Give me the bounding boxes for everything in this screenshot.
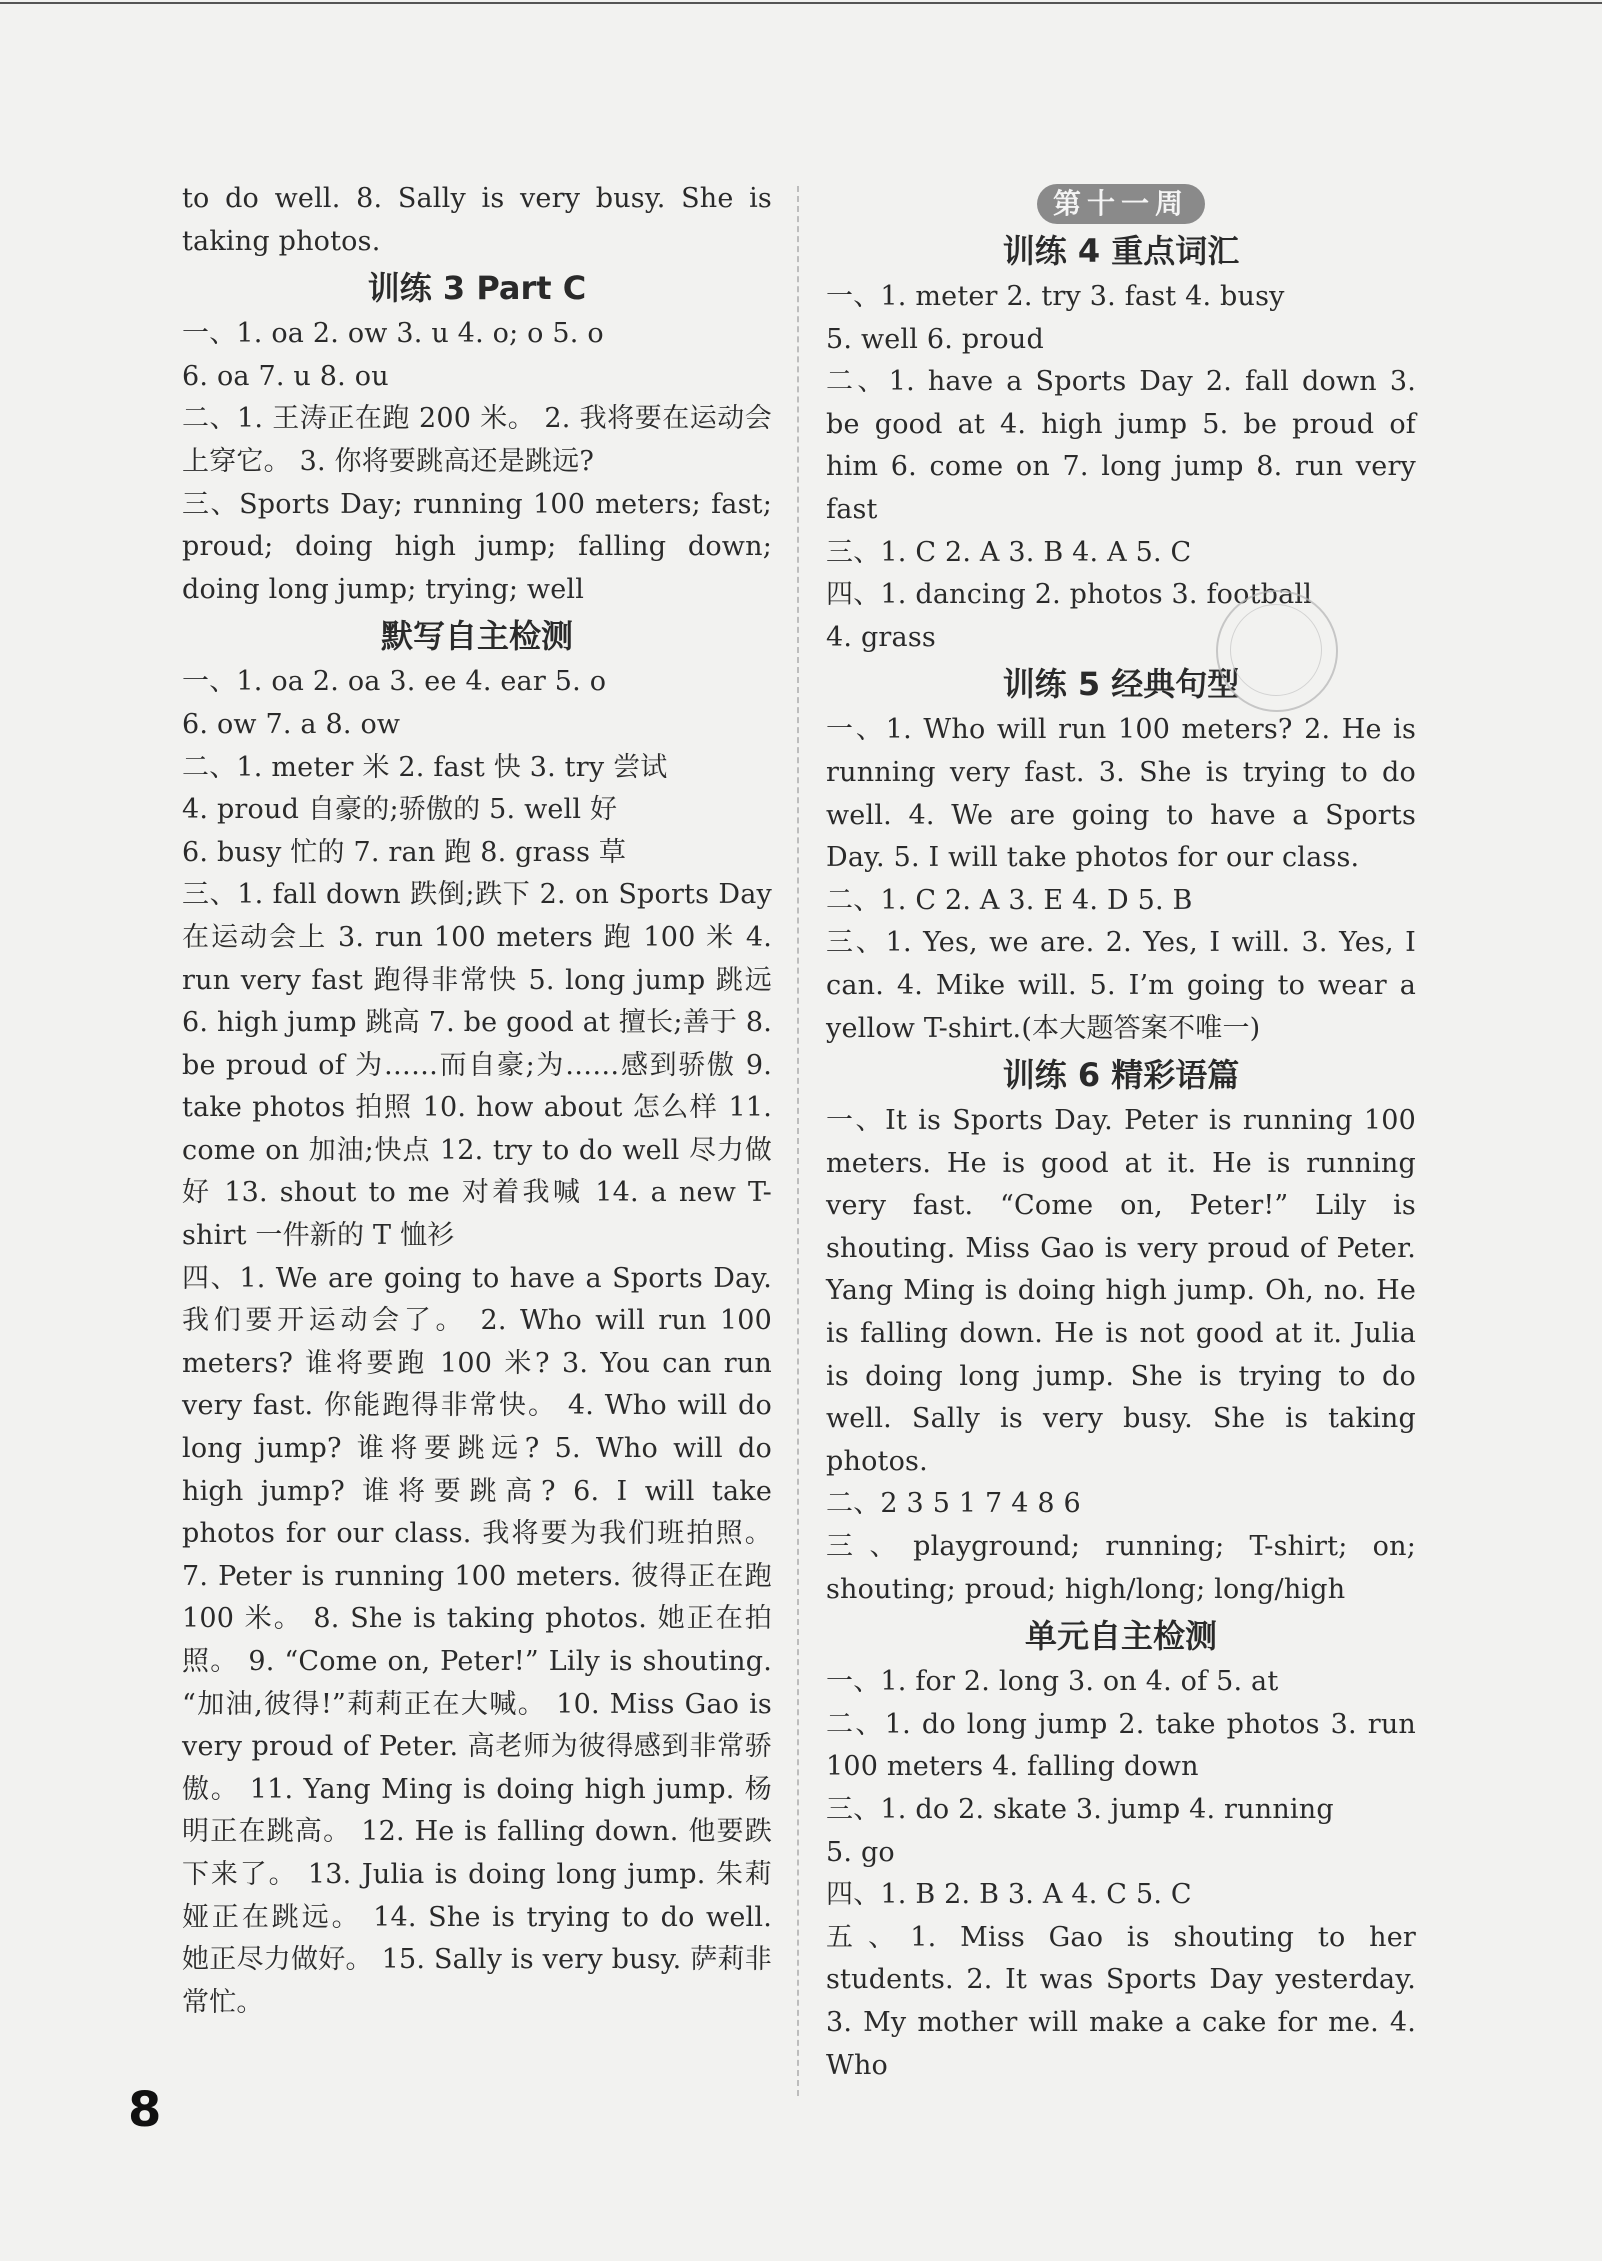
section-heading: 训练 5 经典句型 — [1002, 665, 1240, 704]
answer-paragraph: 6. ow 7. a 8. ow — [182, 708, 401, 740]
answer-paragraph: 一、It is Sports Day. Peter is running 100 meters. He is good at it. He is running very fast. “Come on, Peter!” Lily is shouting. Miss Gao is very proud of Peter. Yang Ming is doing high jump. Oh, no. He is falling down. He is not good at it. Julia is doing long jump. She is trying to do well. Sally is very busy. She is taking photos. — [826, 1105, 1416, 1477]
answer-paragraph: 四、1. B 2. B 3. A 4. C 5. C — [826, 1879, 1192, 1911]
answer-paragraph: 4. proud 自豪的;骄傲的 5. well 好 — [182, 794, 618, 826]
top-rule — [0, 2, 1602, 4]
answer-paragraph: to do well. 8. Sally is very busy. She is taking photos. — [182, 183, 772, 257]
answer-paragraph: 一、1. for 2. long 3. on 4. of 5. at — [826, 1666, 1279, 1698]
answer-paragraph: 三、1. fall down 跌倒;跌下 2. on Sports Day 在运动会上 3. run 100 meters 跑 100 米 4. run very fast 跑得非常快 5. long jump 跳远 6. high jump 跳高 7. be good at 擅长;善于 8. be proud of 为……而自豪;为……感到骄傲 9. take photos 拍照 10. how about 怎么样 11. come on 加油;快点 12. try to do well 尽力做好 13. shout to me 对着我喊 14. a new T-shirt 一件新的 T 恤衫 — [182, 879, 772, 1252]
section-heading: 训练 3 Part C — [367, 269, 587, 308]
answer-paragraph: 二、2 3 5 1 7 4 8 6 — [826, 1488, 1081, 1520]
answer-paragraph: 四、1. We are going to have a Sports Day. 我们要开运动会了。 2. Who will run 100 meters? 谁将要跑 100 米? 3. You can run very fast. 你能跑得非常快。 4. Who will do long jump? 谁将要跳远? 5. Who will do high jump? 谁将要跳高? 6. I will take photos for our class. 我将要为我们班拍照。 7. Peter is running 100 meters. 彼得正在跑 100 米。 8. She is taking photos. 她正在拍照。 9. “Come on, Peter!” Lily is shouting. “加油,彼得!”莉莉正在大喊。 10. Miss Gao is very proud of Peter. 高老师为彼得感到非常骄傲。 11. Yang Ming is doing high jump. 杨明正在跳高。 12. He is falling down. 他要跌下来了。 13. Julia is doing long jump. 朱莉娅正在跳远。 14. She is trying to do well. 她正尽力做好。 15. Sally is very busy. 萨莉非常忙。 — [182, 1262, 772, 2018]
answer-paragraph: 5. well 6. proud — [826, 323, 1044, 355]
left-column — [182, 178, 772, 2024]
answer-paragraph: 一、1. oa 2. oa 3. ee 4. ear 5. o — [182, 666, 607, 698]
section-heading: 训练 4 重点词汇 — [1002, 232, 1240, 270]
answer-paragraph: 6. oa 7. u 8. ou — [182, 360, 389, 392]
answer-paragraph: 五、1. Miss Gao is shouting to her students. 2. It was Sports Day yesterday. 3. My mother will make a cake for me. 4. Who — [826, 1921, 1416, 2081]
answer-paragraph: 三、1. Yes, we are. 2. Yes, I will. 3. Yes, I can. 4. Mike will. 5. I’m going to wear a yellow T-shirt.(本大题答案不唯一) — [826, 927, 1416, 1044]
answer-paragraph: 一、1. oa 2. ow 3. u 4. o; o 5. o — [182, 318, 604, 350]
week-badge — [826, 184, 1416, 224]
section-heading: 训练 6 精彩语篇 — [1002, 1056, 1240, 1095]
answer-paragraph: 三、1. C 2. A 3. B 4. A 5. C — [826, 536, 1192, 568]
answer-paragraph: 二、1. meter 米 2. fast 快 3. try 尝试 — [182, 751, 668, 783]
answer-paragraph: 四、1. dancing 2. photos 3. football — [826, 579, 1313, 611]
week-badge-label: 第十一周 — [1037, 184, 1205, 224]
answer-paragraph: 三、playground; running; T-shirt; on; shouting; proud; high/long; long/high — [826, 1531, 1416, 1605]
answer-paragraph: 二、1. have a Sports Day 2. fall down 3. be good at 4. high jump 5. be proud of him 6. come on 7. long jump 8. run very fast — [826, 366, 1416, 525]
answer-paragraph: 一、1. meter 2. try 3. fast 4. busy — [826, 281, 1285, 312]
answer-paragraph: 4. grass — [826, 621, 936, 653]
seal-stamp — [1216, 590, 1338, 712]
answer-paragraph: 二、1. C 2. A 3. E 4. D 5. B — [826, 884, 1193, 916]
answer-paragraph: 一、1. Who will run 100 meters? 2. He is running very fast. 3. She is trying to do well. 4. We are going to have a Sports Day. 5. I will take photos for our class. — [826, 714, 1416, 874]
column-divider — [797, 186, 799, 2096]
answer-paragraph: 二、1. do long jump 2. take photos 3. run 100 meters 4. falling down — [826, 1708, 1416, 1783]
section-heading: 默写自主检测 — [380, 617, 573, 656]
section-heading: 单元自主检测 — [1024, 1617, 1217, 1656]
answer-paragraph: 5. go — [826, 1836, 895, 1868]
right-column — [826, 178, 1416, 2087]
page-number: 8 — [128, 2082, 162, 2138]
answer-paragraph: 三、Sports Day; running 100 meters; fast; proud; doing high jump; falling down; doing long jump; trying; well — [182, 488, 772, 605]
answer-paragraph: 三、1. do 2. skate 3. jump 4. running — [826, 1794, 1334, 1825]
answer-paragraph: 6. busy 忙的 7. ran 跑 8. grass 草 — [182, 836, 627, 868]
answer-paragraph: 二、1. 王涛正在跑 200 米。 2. 我将要在运动会上穿它。 3. 你将要跳高还是跳远? — [182, 403, 772, 477]
